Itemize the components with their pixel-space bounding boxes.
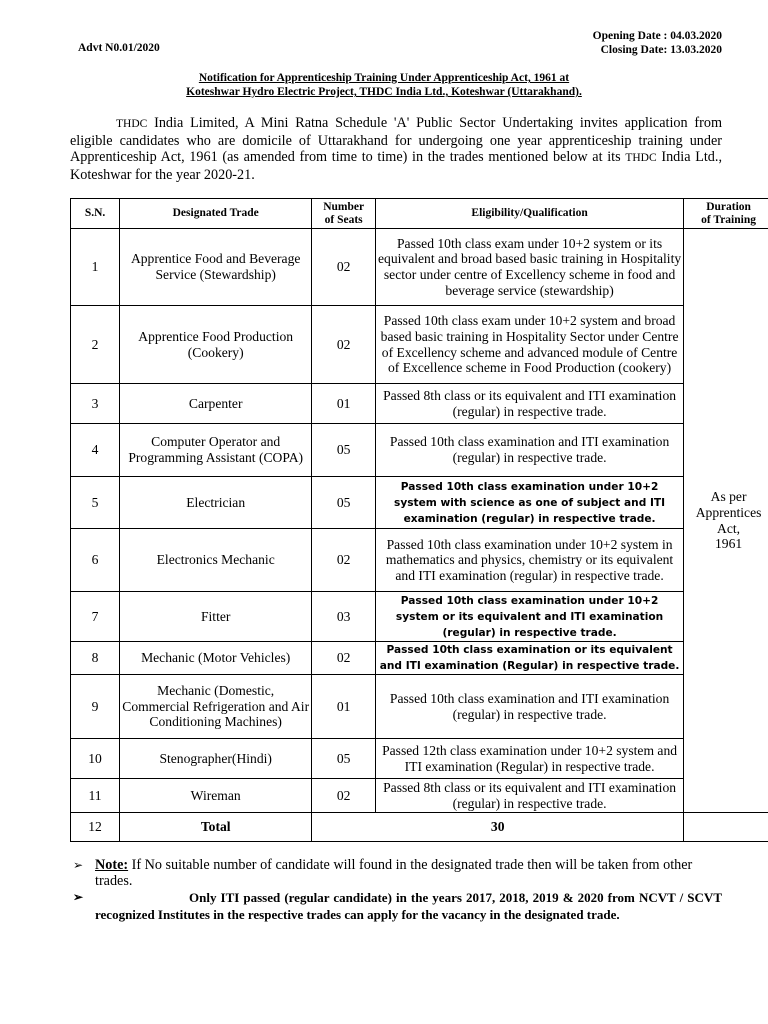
intro-text-2: India Ltd., Koteshwar for the year 2020-21.: [70, 149, 722, 183]
row-sn: 3: [71, 384, 120, 424]
row-trade: Carpenter: [120, 384, 312, 424]
header-duration-line2: of Training: [701, 213, 756, 226]
row-eligibility: Passed 12th class examination under 10+2 system and ITI examination (Regular) in respective trade.: [376, 739, 684, 779]
row-sn: 1: [71, 229, 120, 306]
total-empty-cell: [684, 813, 768, 842]
row-trade: Electrician: [120, 477, 312, 529]
title-line-2: Koteshwar Hydro Electric Project, THDC India Ltd., Koteshwar (Uttarakhand).: [186, 86, 582, 98]
row-seats: 02: [312, 529, 376, 592]
row-trade: Apprentice Food Production (Cookery): [120, 306, 312, 384]
row-sn: 4: [71, 424, 120, 477]
arrow-bullet-icon: ➢: [73, 890, 84, 904]
table-row: [71, 739, 768, 779]
table-row: [71, 306, 768, 384]
header-seats-line1: Number: [323, 200, 365, 213]
notification-title: [0, 71, 768, 99]
closing-date: Closing Date: 13.03.2020: [600, 44, 722, 56]
note-1-text: If No suitable number of candidate will found in the designated trade then will be taken from other trades.: [95, 857, 693, 889]
table-row: [71, 229, 768, 306]
row-sn: 9: [71, 675, 120, 739]
row-seats: 03: [312, 592, 376, 642]
row-eligibility: Passed 10th class examination under 10+2 system or its equivalent and ITI examination (regular) in respective trade.: [376, 592, 684, 642]
intro-paragraph: [70, 115, 722, 183]
total-label: Total: [120, 813, 312, 842]
row-seats: 02: [312, 306, 376, 384]
row-sn: 8: [71, 642, 120, 675]
table-row: [71, 675, 768, 739]
total-sn: 12: [71, 813, 120, 842]
duration-line-3: Act,: [717, 520, 741, 536]
row-seats: 01: [312, 675, 376, 739]
duration-line-1: As per: [710, 489, 747, 505]
row-eligibility: Passed 10th class examination and ITI examination (regular) in respective trade.: [376, 675, 684, 739]
row-trade: Mechanic (Domestic, Commercial Refrigeration and Air Conditioning Machines): [120, 675, 312, 739]
row-seats: 02: [312, 229, 376, 306]
row-seats: 05: [312, 424, 376, 477]
row-eligibility: Passed 10th class examination or its equivalent and ITI examination (Regular) in respective trade.: [376, 642, 684, 675]
row-trade: Electronics Mechanic: [120, 529, 312, 592]
intro-abbr-1: THDC: [116, 118, 148, 130]
dates-block: [593, 29, 722, 57]
note-2: [73, 889, 722, 923]
total-row: [71, 813, 768, 842]
intro-abbr-2: THDC: [625, 152, 657, 164]
duration-cell: [684, 229, 768, 813]
opening-date: Opening Date : 04.03.2020: [592, 30, 722, 42]
row-sn: 7: [71, 592, 120, 642]
note-label: Note:: [95, 857, 129, 873]
row-seats: 02: [312, 779, 376, 813]
row-sn: 2: [71, 306, 120, 384]
table-row: [71, 642, 768, 675]
header-seats-line2: of Seats: [324, 213, 363, 226]
header-sn: S.N.: [71, 199, 120, 229]
total-value: 30: [312, 813, 684, 842]
row-sn: 6: [71, 529, 120, 592]
table-header-row: [71, 199, 768, 229]
row-eligibility: Passed 10th class exam under 10+2 system and broad based basic training in Hospitality Sector under Centre of Excellency scheme and advanced module of Centre of Excellence scheme in Food Production (cookery): [376, 306, 684, 384]
header-trade: Designated Trade: [120, 199, 312, 229]
note-1: [73, 857, 722, 889]
row-eligibility: Passed 10th class examination under 10+2 system in mathematics and physics, chemistry or its equivalent and ITI examination (regular) in respective trade.: [376, 529, 684, 592]
trades-table: [70, 198, 768, 842]
table-row: [71, 424, 768, 477]
row-sn: 5: [71, 477, 120, 529]
duration-line-4: 1961: [714, 536, 743, 552]
arrow-bullet-icon: ➢: [73, 858, 84, 872]
row-trade: Mechanic (Motor Vehicles): [120, 642, 312, 675]
row-trade: Stenographer(Hindi): [120, 739, 312, 779]
row-eligibility: Passed 8th class or its equivalent and ITI examination (regular) in respective trade.: [376, 779, 684, 813]
note-2-text: Only ITI passed (regular candidate) in the years 2017, 2018, 2019 & 2020 from NCVT / SCVT recognized Institutes in the respective trades can apply for the vacancy in the designated trade.: [95, 890, 722, 922]
row-sn: 10: [71, 739, 120, 779]
row-trade: Wireman: [120, 779, 312, 813]
row-eligibility: Passed 8th class or its equivalent and ITI examination (regular) in respective trade.: [376, 384, 684, 424]
row-seats: 05: [312, 739, 376, 779]
row-trade: Fitter: [120, 592, 312, 642]
intro-text-1: India Limited, A Mini Ratna Schedule 'A' Public Sector Undertaking invites application from eligible candidates who are domicile of Uttarakhand for undergoing one year apprenticeship training under Apprenticeship Act, 1961 (as amended from time to time) in the trades mentioned below at its: [70, 115, 722, 165]
header-eligibility: Eligibility/Qualification: [376, 199, 684, 229]
row-sn: 11: [71, 779, 120, 813]
header-duration-line1: Duration: [706, 200, 751, 213]
row-seats: 02: [312, 642, 376, 675]
row-eligibility: Passed 10th class examination under 10+2 system with science as one of subject and ITI examination (regular) in respective trade.: [376, 477, 684, 529]
table-row: [71, 779, 768, 813]
row-eligibility: Passed 10th class examination and ITI examination (regular) in respective trade.: [376, 424, 684, 477]
table-row: [71, 477, 768, 529]
row-trade: Apprentice Food and Beverage Service (Stewardship): [120, 229, 312, 306]
advertisement-number: Advt N0.01/2020: [78, 42, 160, 54]
table-row: [71, 592, 768, 642]
header-duration: [684, 199, 768, 229]
table-row: [71, 529, 768, 592]
header-seats: [312, 199, 376, 229]
title-line-1: Notification for Apprenticeship Training Under Apprenticeship Act, 1961 at: [198, 72, 570, 84]
row-trade: Computer Operator and Programming Assistant (COPA): [120, 424, 312, 477]
duration-line-2: Apprentices: [695, 504, 762, 520]
row-eligibility: Passed 10th class exam under 10+2 system or its equivalent and broad based basic training in Hospitality sector under centre of Excellency scheme in food and beverage service (stewardship): [376, 229, 684, 306]
row-seats: 05: [312, 477, 376, 529]
row-seats: 01: [312, 384, 376, 424]
table-row: [71, 384, 768, 424]
